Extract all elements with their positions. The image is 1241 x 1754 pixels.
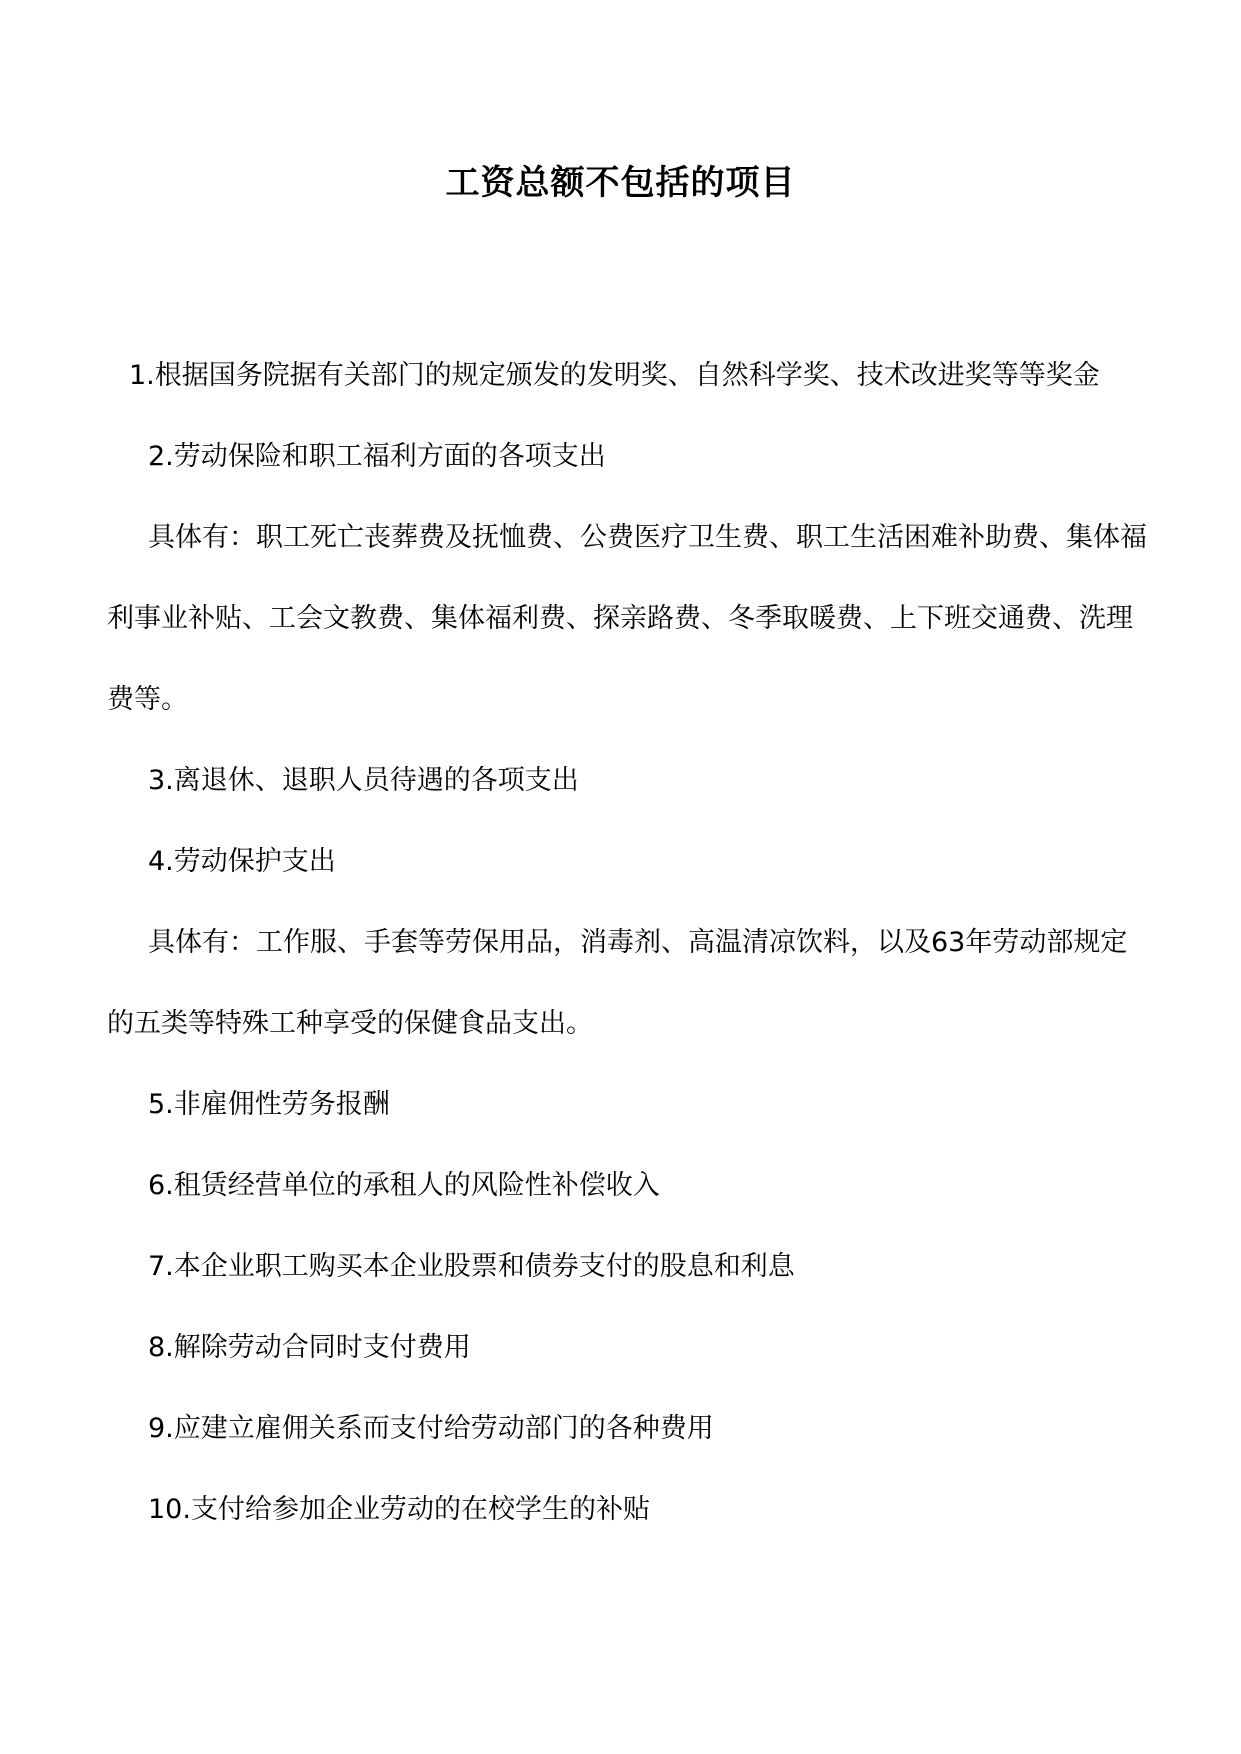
item-4-details-paragraph: 具体有：工作服、手套等劳保用品，消毒剂、高温清凉饮料，以及63年劳动部规定的五类等特殊工种享受的保健食品支出。: [107, 927, 1128, 1039]
item-6-paragraph: 6.租赁经营单位的承租人的风险性补偿收入: [148, 1170, 660, 1201]
item-2-details-paragraph: 具体有：职工死亡丧葬费及抚恤费、公费医疗卫生费、职工生活困难补助费、集体福利事业补贴、工会文教费、集体福利费、探亲路费、冬季取暖费、上下班交通费、洗理费等。: [107, 522, 1147, 715]
item-9-paragraph: 9.应建立雇佣关系而支付给劳动部门的各种费用: [148, 1413, 714, 1444]
item-8-paragraph: 8.解除劳动合同时支付费用: [148, 1332, 471, 1363]
document-body: [107, 335, 1147, 1550]
item-7-paragraph: 7.本企业职工购买本企业股票和债券支付的股息和利息: [148, 1251, 795, 1282]
document-title: 工资总额不包括的项目: [445, 163, 796, 203]
item-3-paragraph: 3.离退休、退职人员待遇的各项支出: [148, 765, 579, 796]
item-4-paragraph: 4.劳动保护支出: [148, 846, 336, 877]
item-2-paragraph: 2.劳动保险和职工福利方面的各项支出: [148, 441, 606, 472]
item-10-paragraph: 10.支付给参加企业劳动的在校学生的补贴: [148, 1494, 650, 1525]
item-5-paragraph: 5.非雇佣性劳务报酬: [148, 1089, 390, 1120]
item-1-paragraph: 1.根据国务院据有关部门的规定颁发的发明奖、自然科学奖、技术改进奖等等奖金: [129, 360, 1100, 391]
